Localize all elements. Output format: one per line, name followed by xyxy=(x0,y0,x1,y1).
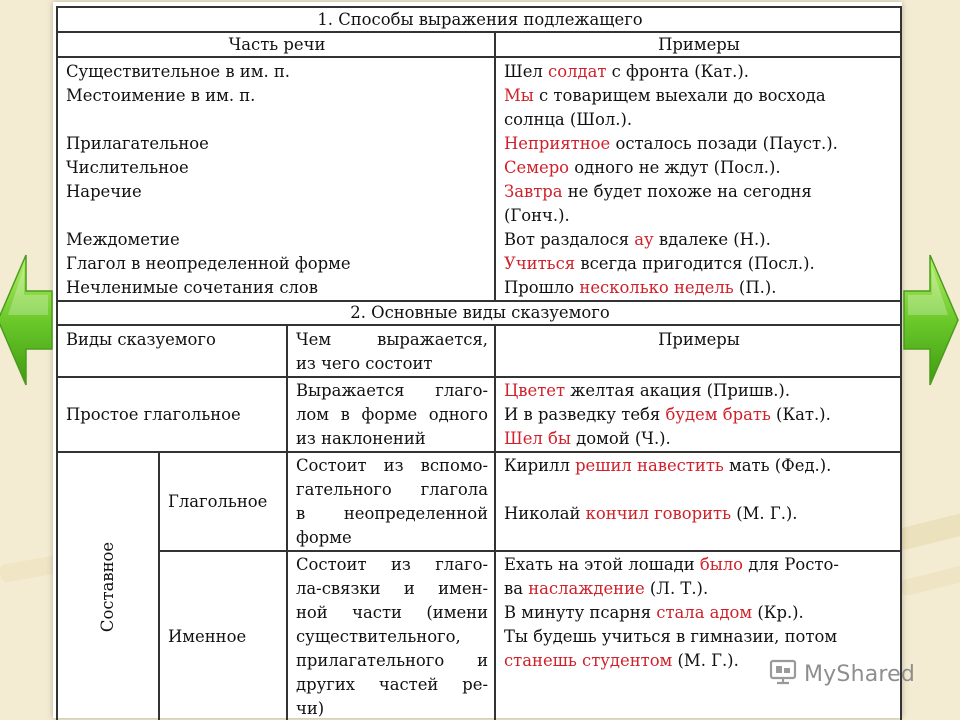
arrow-left-icon[interactable] xyxy=(0,253,54,387)
example-text: В минуту псарня xyxy=(504,603,657,622)
section1-col-examples: Примеры xyxy=(495,32,901,57)
highlighted-term: Мы xyxy=(504,86,534,105)
example-text: (Л. Т.). xyxy=(644,579,709,598)
example-text: осталось позади (Пауст.). xyxy=(610,134,838,153)
highlighted-term: ау xyxy=(634,230,654,249)
example-text: Прошло xyxy=(504,278,580,297)
highlighted-term: станешь студентом xyxy=(504,651,673,670)
part-label: Наречие xyxy=(66,182,142,201)
part-label: Числительное xyxy=(66,158,189,177)
example-text: для Росто- xyxy=(743,555,839,574)
example-line xyxy=(504,379,894,403)
highlighted-term: будем брать xyxy=(665,405,771,424)
section2-col-examples xyxy=(495,325,901,377)
example-line xyxy=(504,502,894,526)
how-line: прилагательного и xyxy=(296,651,488,670)
nominal-predicate-label: Именное xyxy=(159,551,287,720)
slide-page xyxy=(53,2,902,718)
section1-col-part: Часть речи xyxy=(57,32,495,57)
how-line: лом в форме одного xyxy=(296,405,488,424)
example-line xyxy=(504,553,894,577)
example-text: (П.). xyxy=(733,278,777,297)
how-line: ной части (имени xyxy=(296,603,488,622)
part-label: Прилагательное xyxy=(66,134,209,153)
verbal-predicate-how xyxy=(287,452,495,551)
example-text: (Гонч.). xyxy=(504,206,570,225)
background-streak xyxy=(0,555,61,583)
example-text: вдалеке (Н.). xyxy=(653,230,771,249)
example-line xyxy=(504,84,894,108)
simple-predicate-how xyxy=(287,377,495,452)
example-text: (М. Г.). xyxy=(672,651,739,670)
highlighted-term: Завтра xyxy=(504,182,563,201)
example-text: не будет похоже на сегодня xyxy=(562,182,812,201)
example-line xyxy=(504,60,894,84)
section2-col-kind xyxy=(57,325,287,377)
how-line: Состоит из вспомо- xyxy=(296,456,488,475)
how-line: чи) xyxy=(296,699,325,718)
arrow-right-icon[interactable] xyxy=(902,253,960,387)
section2-col-how xyxy=(287,325,495,377)
how-line: форме xyxy=(296,528,352,547)
example-line xyxy=(504,601,894,625)
part-label: Междометие xyxy=(66,230,180,249)
example-text: Кирилл xyxy=(504,456,576,475)
grammar-table xyxy=(56,6,902,720)
example-text: ва xyxy=(504,579,529,598)
part-label: Местоимение в им. п. xyxy=(66,86,256,105)
example-text: мать (Фед.). xyxy=(723,456,832,475)
example-text: (М. Г.). xyxy=(731,504,798,523)
nominal-predicate-how xyxy=(287,551,495,720)
highlighted-term: кончил говорить xyxy=(585,504,732,523)
part-label: Нечленимые сочетания слов xyxy=(66,278,319,297)
background-streak xyxy=(899,559,960,596)
part-label: Существительное в им. п. xyxy=(66,62,290,81)
section1-examples-cell xyxy=(495,57,901,301)
example-text: (Кр.). xyxy=(752,603,804,622)
example-line xyxy=(504,228,894,252)
column-header: Виды сказуемого xyxy=(66,330,216,349)
simple-predicate-examples xyxy=(495,377,901,452)
compound-predicate-label xyxy=(57,452,159,720)
how-line: Выражается глаго- xyxy=(296,381,488,400)
highlighted-term: Семеро xyxy=(504,158,570,177)
watermark-text: MyShared xyxy=(804,661,916,687)
highlighted-term: стала адом xyxy=(656,603,753,622)
example-text: с товарищем выехали до восхода xyxy=(533,86,826,105)
how-line: гательного глагола xyxy=(296,480,488,499)
verbal-predicate-examples xyxy=(495,452,901,551)
example-line xyxy=(504,132,894,156)
example-line xyxy=(504,204,894,228)
vertical-label: Составное xyxy=(98,541,117,633)
example-text: Вот раздалося xyxy=(504,230,635,249)
example-line xyxy=(504,156,894,180)
highlighted-term: решил навестить xyxy=(575,456,724,475)
highlighted-term: Цветет xyxy=(504,381,566,400)
how-line: ла-связки и имен- xyxy=(296,579,488,598)
example-text: с фронта (Кат.). xyxy=(606,62,749,81)
example-text: одного не ждут (Посл.). xyxy=(569,158,781,177)
column-header: Чем выражается, xyxy=(296,330,488,349)
how-line: других частей ре- xyxy=(296,675,488,694)
simple-predicate-label: Простое глагольное xyxy=(57,377,287,452)
highlighted-term: солдат xyxy=(548,62,607,81)
example-text: (Кат.). xyxy=(770,405,831,424)
example-text: домой (Ч.). xyxy=(570,429,671,448)
section2-title: 2. Основные виды сказуемого xyxy=(57,301,901,325)
example-line xyxy=(504,403,894,427)
example-text: желтая акация (Пришв.). xyxy=(565,381,791,400)
column-header: из чего состоит xyxy=(296,354,433,373)
column-header: Примеры xyxy=(658,330,740,349)
example-text: Шел xyxy=(504,62,549,81)
example-text: Ехать на этой лошади xyxy=(504,555,700,574)
example-text: Николай xyxy=(504,504,586,523)
example-text: Ты будешь учиться в гимназии, потом xyxy=(504,627,838,646)
section1-title: 1. Способы выражения подлежащего xyxy=(57,7,901,32)
highlighted-term: несколько недель xyxy=(579,278,734,297)
example-line xyxy=(504,577,894,601)
highlighted-term: Учиться xyxy=(504,254,576,273)
example-line xyxy=(504,252,894,276)
highlighted-term: наслаждение xyxy=(528,579,645,598)
part-label: Глагол в неопределенной форме xyxy=(66,254,351,273)
section1-parts-cell xyxy=(57,57,495,301)
highlighted-term: Шел бы xyxy=(504,429,571,448)
how-line: Состоит из глаго- xyxy=(296,555,488,574)
example-line xyxy=(504,180,894,204)
example-text: солнца (Шол.). xyxy=(504,110,633,129)
highlighted-term: было xyxy=(699,555,744,574)
example-line xyxy=(504,108,894,132)
how-line: из наклонений xyxy=(296,429,426,448)
highlighted-term: Неприятное xyxy=(504,134,611,153)
myshared-watermark xyxy=(768,658,915,690)
example-text: всегда пригодится (Посл.). xyxy=(575,254,815,273)
example-line xyxy=(504,427,894,451)
myshared-logo-icon xyxy=(768,656,798,692)
verbal-predicate-label: Глагольное xyxy=(159,452,287,551)
example-line xyxy=(504,454,894,478)
nominal-predicate-examples xyxy=(495,551,901,720)
example-line xyxy=(504,276,894,300)
how-line: в неопределенной xyxy=(296,504,488,523)
example-line xyxy=(504,625,894,649)
example-text: И в разведку тебя xyxy=(504,405,666,424)
how-line: существительного, xyxy=(296,627,461,646)
